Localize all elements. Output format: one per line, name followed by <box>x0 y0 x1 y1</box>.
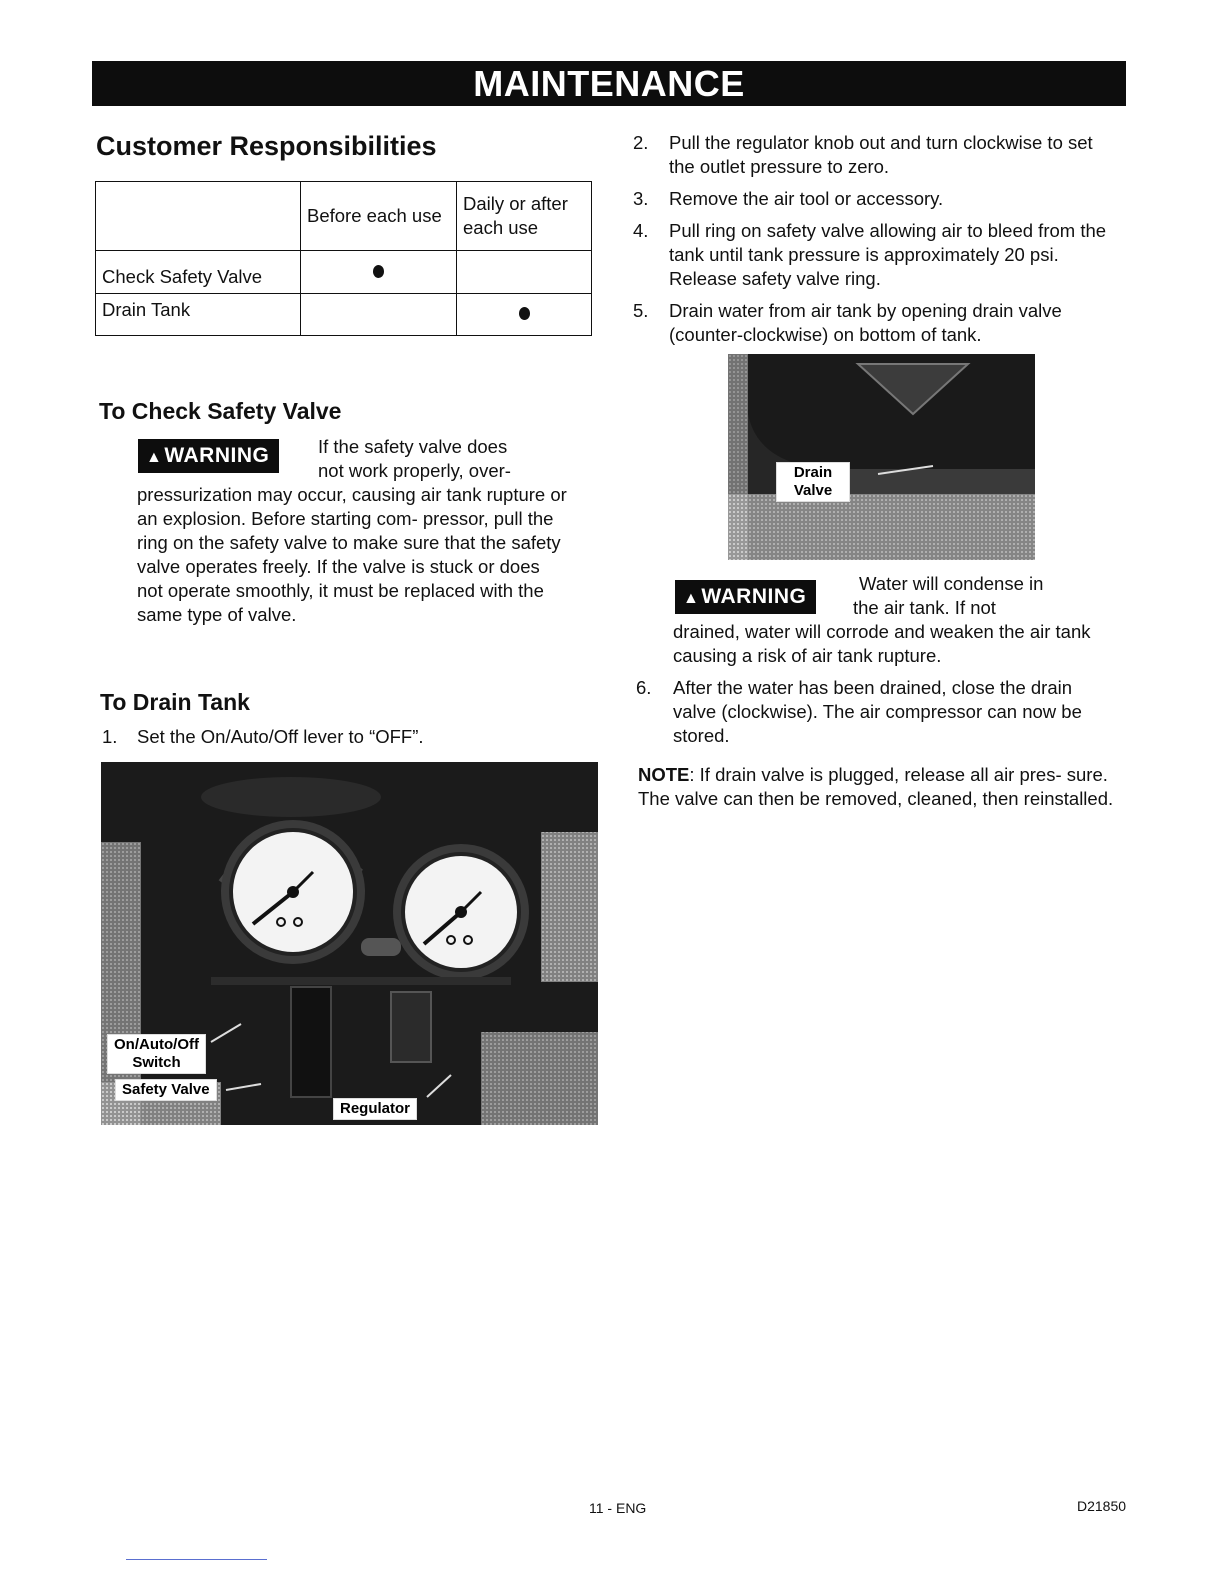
water-warning-line2: the air tank. If not <box>853 597 996 618</box>
switch-label-line2: Switch <box>132 1054 181 1071</box>
step-text: Drain water from air tank by opening drain valve (counter-clockwise) on bottom of tank. <box>669 300 1062 345</box>
step-number: 3. <box>633 188 649 209</box>
warning-badge <box>138 439 279 473</box>
empty-cell <box>301 294 457 336</box>
column-before-each-use: Before each use <box>301 182 457 251</box>
responsibilities-table <box>95 181 592 336</box>
customer-responsibilities-heading: Customer Responsibilities <box>96 131 437 161</box>
step-6-text: After the water has been drained, close the drain valve (clockwise). The air compressor can now be stored. <box>673 677 1082 746</box>
warning-triangle-icon: ▲ <box>146 449 163 466</box>
page-number: 11 - ENG <box>589 1500 647 1516</box>
on-auto-off-switch-label <box>107 1034 206 1074</box>
task-cell: Drain Tank <box>96 294 301 336</box>
table-header-blank <box>96 182 301 251</box>
table-row <box>96 251 592 294</box>
drain-steps-list <box>633 131 1123 355</box>
switch-label-line1: On/Auto/Off <box>114 1036 199 1053</box>
drain-valve-illustration <box>728 354 1035 560</box>
step-number: 2. <box>633 132 649 153</box>
water-warning-body: drained, water will corrode and weaken the air tank causing a risk of air tank rupture. <box>673 621 1091 666</box>
step-number: 4. <box>633 220 649 241</box>
drain-valve-label-line2: Valve <box>793 482 833 499</box>
step-item <box>633 131 1123 179</box>
column-daily-or-after-use: Daily or after each use <box>457 182 592 251</box>
step-number: 5. <box>633 300 649 321</box>
safety-warning-line2: not work properly, over- <box>318 460 511 481</box>
warning-badge <box>675 580 816 614</box>
warning-label: WARNING <box>164 444 270 467</box>
footer-rule <box>126 1559 267 1560</box>
bullet-mark <box>519 307 530 320</box>
regulator-label: Regulator <box>333 1098 417 1120</box>
check-mark-cell <box>301 251 457 294</box>
check-mark-cell <box>457 294 592 336</box>
check-safety-valve-heading: To Check Safety Valve <box>99 398 342 424</box>
table-header-row <box>96 182 592 251</box>
step-number: 1. <box>102 726 118 747</box>
step-item <box>633 299 1123 347</box>
table-row <box>96 294 592 336</box>
note-text: : If drain valve is plugged, release all air pres- sure. The valve can then be removed, cleaned, then reinstalled. <box>638 764 1114 809</box>
document-code: D21850 <box>1077 1498 1127 1514</box>
step-number: 6. <box>636 677 652 698</box>
step-item <box>633 187 1123 211</box>
drain-tank-heading: To Drain Tank <box>100 689 250 715</box>
note-label: NOTE <box>638 764 690 785</box>
bullet-mark <box>373 265 384 278</box>
water-warning-line1: Water will condense in <box>859 573 1044 594</box>
safety-warning-body: pressurization may occur, causing air tank rupture or an explosion. Before starting com- pressor, pull the ring on the safety valve to make sure that the safety valve operates freely. If the valve is stuck or does not operate smoothly, it must be replaced with the same type of valve. <box>137 484 567 625</box>
drain-valve-label <box>776 462 850 502</box>
step-1-text: Set the On/Auto/Off lever to “OFF”. <box>137 726 424 747</box>
step-text: Pull the regulator knob out and turn clockwise to set the outlet pressure to zero. <box>669 132 1093 177</box>
drain-valve-photo <box>728 354 1035 560</box>
safety-warning-line1: If the safety valve does <box>318 436 508 457</box>
drain-valve-label-line1: Drain <box>793 464 833 481</box>
warning-triangle-icon: ▲ <box>683 590 700 607</box>
safety-valve-label: Safety Valve <box>115 1079 217 1101</box>
warning-label: WARNING <box>701 585 807 608</box>
section-banner: MAINTENANCE <box>92 61 1126 106</box>
step-text: Remove the air tool or accessory. <box>669 188 944 209</box>
step-text: Pull ring on safety valve allowing air to bleed from the tank until tank pressure is approximately 20 psi. Release safety valve ring. <box>669 220 1107 289</box>
gauges-photo <box>101 762 598 1125</box>
empty-cell <box>457 251 592 294</box>
step-item <box>633 219 1123 291</box>
note-paragraph <box>638 763 1118 811</box>
task-cell: Check Safety Valve <box>96 251 301 294</box>
